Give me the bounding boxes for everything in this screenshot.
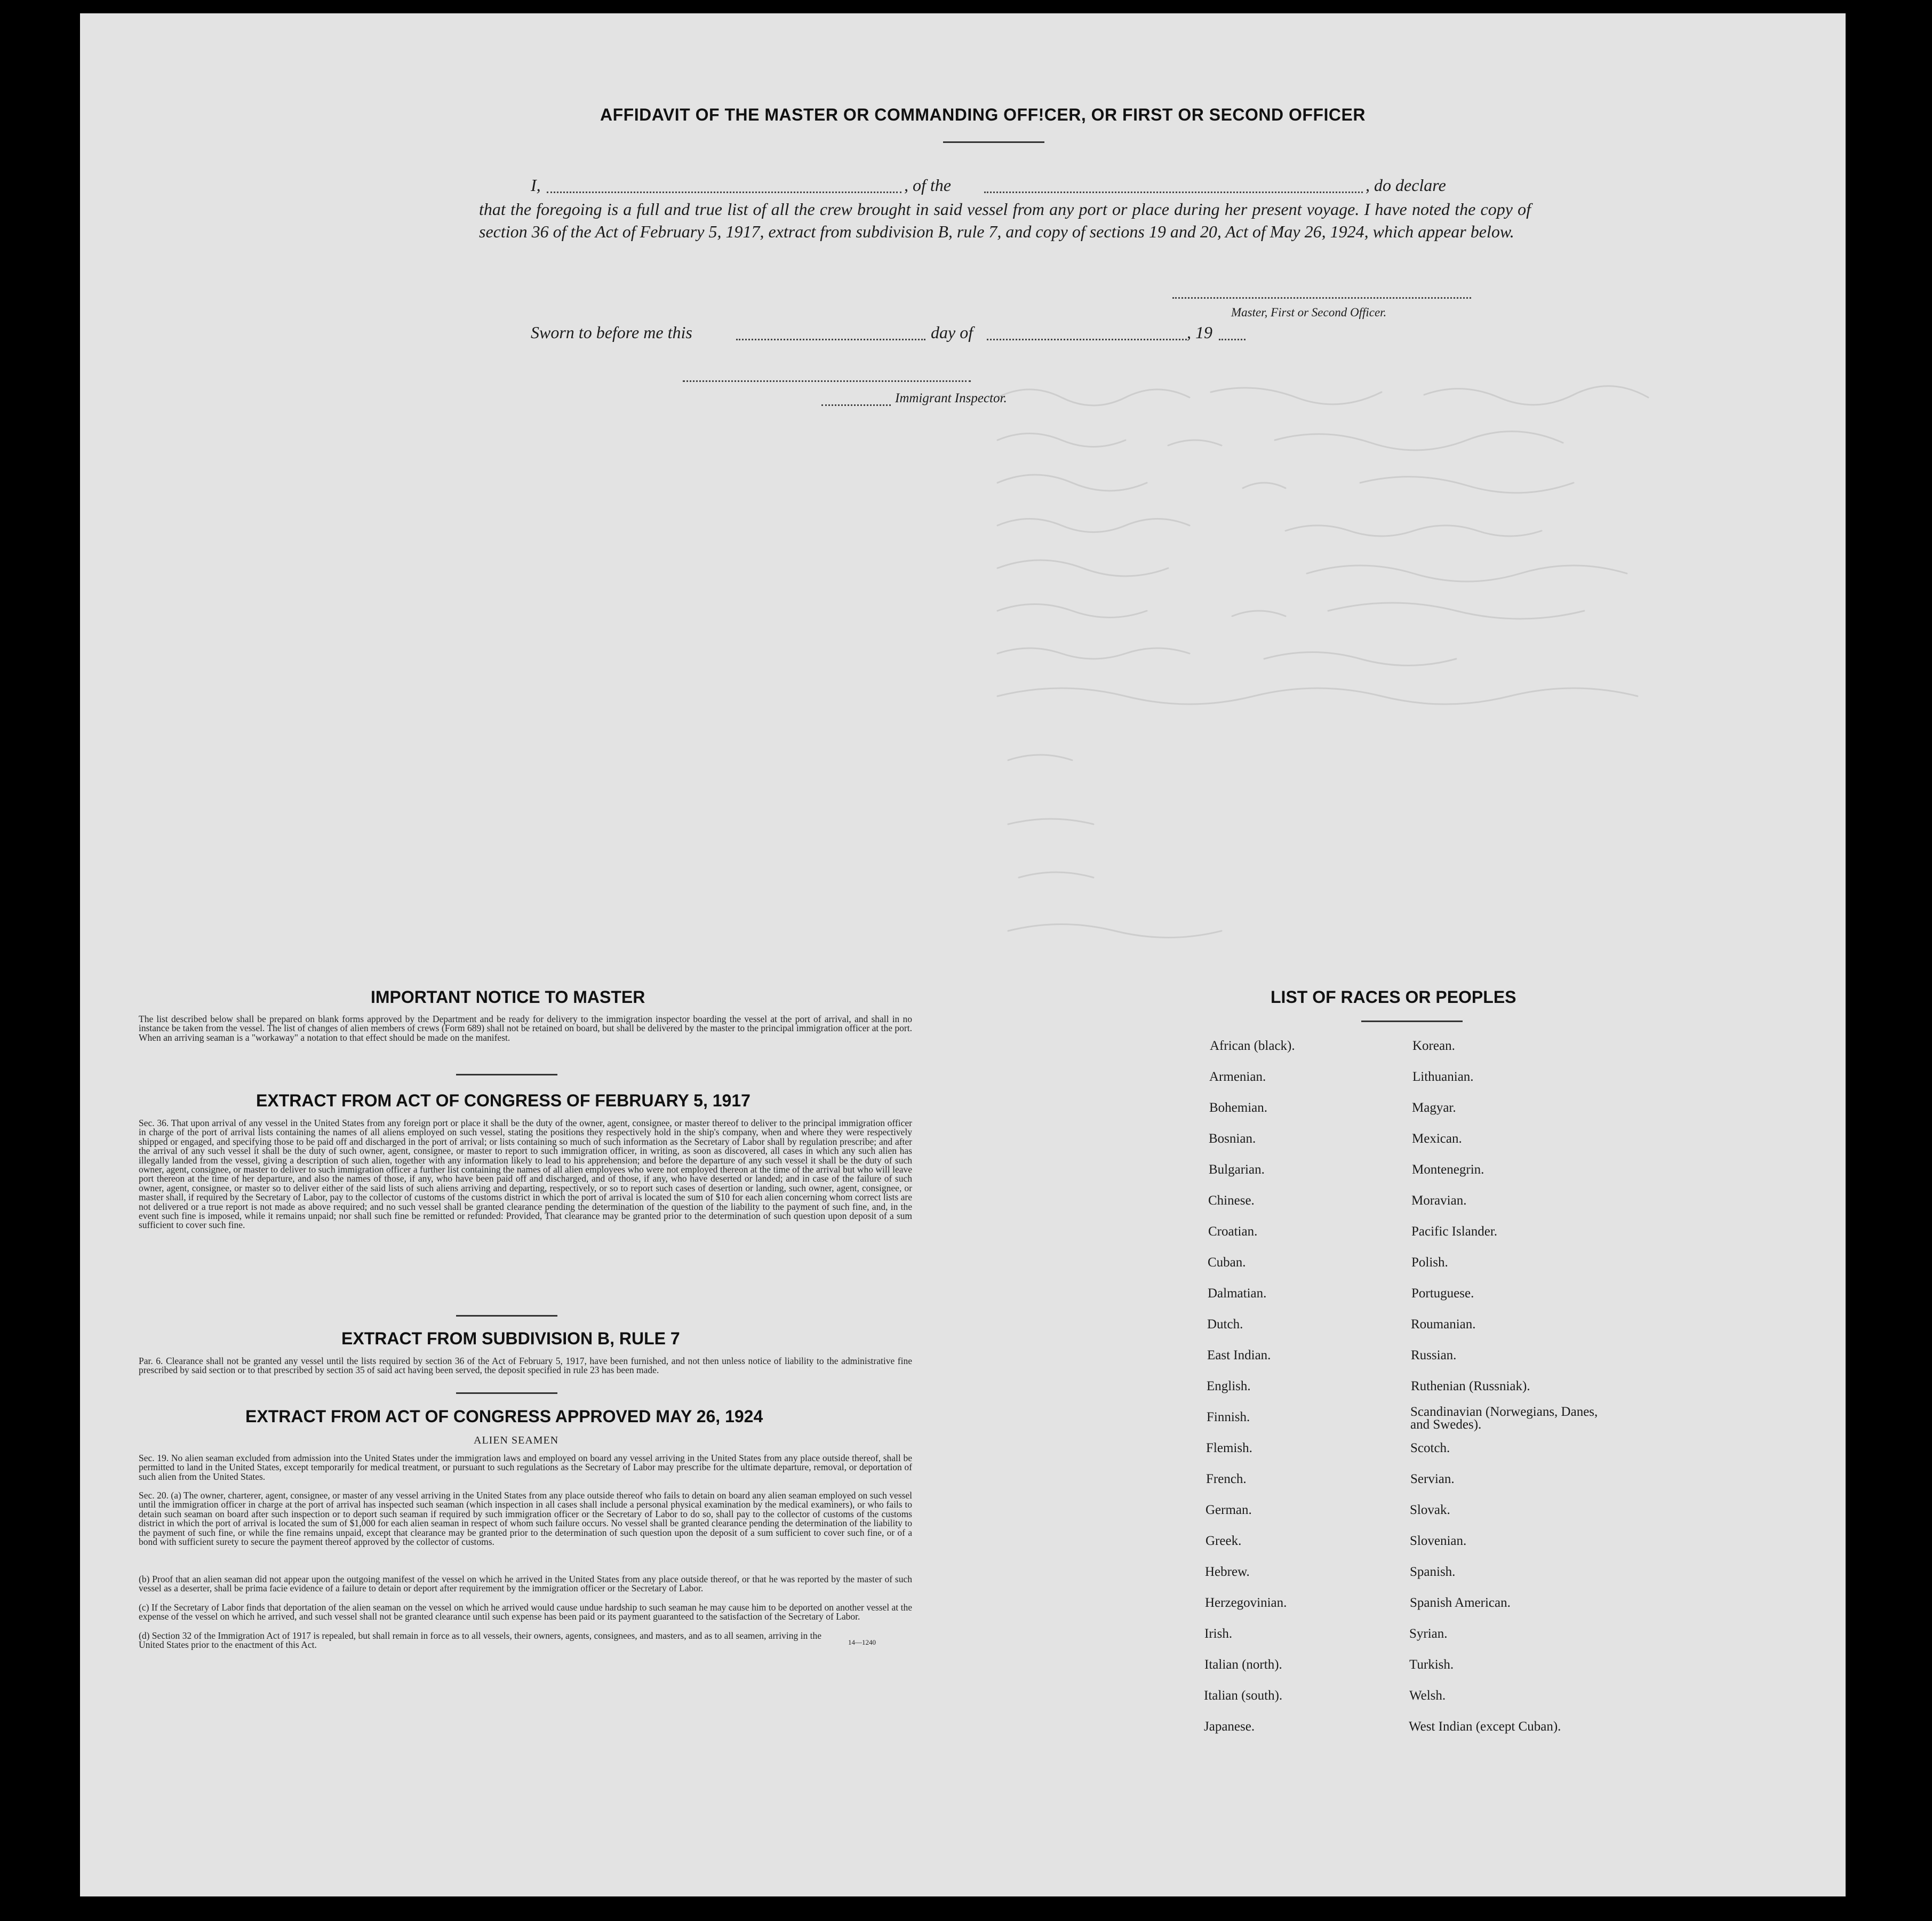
punch-hole: [1857, 1573, 1881, 1597]
race-item: Italian (north).: [1204, 1657, 1282, 1672]
race-item: Croatian.: [1208, 1224, 1258, 1239]
race-item: West Indian (except Cuban).: [1409, 1719, 1561, 1734]
race-item: Magyar.: [1412, 1101, 1456, 1115]
extract-1924-sec20a: Sec. 20. (a) The owner, charterer, agent, consignee, or master of any vessel arriving in the United States from any place outside thereof who fails to detain on board any alien seaman employed on such vessel until the immigration officer in charge at the port of arrival has inspected such seaman (which inspection in all cases shall include a personal physical examination by the medical examiners), or who fails to detain such seaman on board after such inspection or to deport such seaman if required by such immigration officer or the Secretary of Labor to do so, shall pay to the collector of customs of the customs district in which the port of arrival is located the sum of $1,000 for each alien seaman in respect of whom such failure occurs. No vessel shall be granted clearance pending the determination of the liability to the payment of such fine, or while the fine remains unpaid, except that clearance may be granted prior to the determination of such question upon the deposit of a sum sufficient to cover such fine, or of a bond with sufficient surety to secure the payment thereof approved by the collector of customs.: [139, 1490, 912, 1548]
affidavit-body: that the foregoing is a full and true list of all the crew brought in said vessel from any port or place during her present voyage. I have noted the copy of section 36 of the Act of February 5, 1917, extract from subdivision B, rule 7, and copy of sections 19 and 20, Act of May 26, 1924, which appear below.: [479, 200, 1531, 241]
race-item: German.: [1205, 1503, 1252, 1517]
race-item: Russian.: [1411, 1348, 1457, 1362]
race-item: Spanish.: [1410, 1565, 1456, 1579]
section-divider: [456, 1392, 557, 1394]
race-item: Slovenian.: [1410, 1534, 1467, 1548]
inspector-signature-field-2[interactable]: [821, 404, 891, 406]
vessel-prefix: , of the: [904, 176, 951, 195]
race-item: Lithuanian.: [1412, 1070, 1474, 1084]
inspector-caption: Immigrant Inspector.: [895, 391, 1007, 405]
race-item: Irish.: [1204, 1627, 1233, 1641]
race-item: African (black).: [1210, 1039, 1295, 1053]
race-item: Roumanian.: [1411, 1317, 1476, 1332]
declarant-prefix: I,: [531, 176, 541, 195]
extract-1924-sec20b: (b) Proof that an alien seaman did not appear upon the outgoing manifest of the vessel on which he arrived in the United States from any place outside thereof, or that he was reported by the master of such vessel as a deserter, shall be prima facie evidence of a failure to detain or deport after requirement by the immigration officer or the Secretary of Labor.: [139, 1574, 912, 1594]
punch-hole: [1857, 1659, 1881, 1682]
race-item: Montenegrin.: [1412, 1162, 1484, 1177]
punch-hole: [1857, 1294, 1881, 1317]
race-item: Dutch.: [1207, 1317, 1243, 1332]
race-item: Mexican.: [1412, 1131, 1462, 1146]
race-item: Italian (south).: [1204, 1688, 1283, 1703]
extract-1924-title: EXTRACT FROM ACT OF CONGRESS APPROVED MAY 26, 1924: [245, 1407, 763, 1426]
affidavit-title: AFFIDAVIT OF THE MASTER OR COMMANDING OFF!CER, OR FIRST OR SECOND OFFICER: [600, 105, 1366, 124]
race-item: Bulgarian.: [1209, 1162, 1265, 1177]
extract-1924-sec20d: (d) Section 32 of the Immigration Act of 1917 is repealed, but shall remain in force as to all vessels, their owners, agents, consignees, and masters, and as to all seamen, arriving in the United States prior to the enactment of this Act.: [139, 1630, 821, 1651]
race-item: French.: [1206, 1472, 1247, 1486]
document-page: [80, 13, 1846, 1896]
race-item: Spanish American.: [1410, 1596, 1511, 1610]
race-item: Armenian.: [1209, 1070, 1266, 1084]
race-item: Ruthenian (Russniak).: [1411, 1379, 1530, 1393]
affidavit-declaration-line: [531, 176, 1598, 197]
punch-hole: [1852, 53, 1875, 77]
race-item: Turkish.: [1409, 1657, 1454, 1672]
race-item: Slovak.: [1410, 1503, 1450, 1517]
declare-suffix: , do declare: [1366, 176, 1446, 195]
alien-seamen-subtitle: ALIEN SEAMEN: [474, 1434, 559, 1446]
race-item: Bohemian.: [1209, 1101, 1268, 1115]
punch-hole: [1859, 687, 1883, 710]
punch-hole: [1856, 189, 1880, 213]
punch-hole: [1859, 601, 1883, 625]
race-item: Greek.: [1205, 1534, 1242, 1548]
race-item: Dalmatian.: [1208, 1286, 1267, 1301]
master-signature-caption: Master, First or Second Officer.: [1231, 306, 1387, 319]
race-item: Japanese.: [1204, 1719, 1255, 1734]
race-item: Bosnian.: [1209, 1131, 1256, 1146]
punch-hole: [1854, 117, 1878, 141]
race-item: Herzegovinian.: [1205, 1596, 1287, 1610]
title-underline: [943, 141, 1044, 143]
sworn-month-field[interactable]: [987, 339, 1187, 340]
punch-hole: [1858, 1206, 1882, 1230]
race-item: English.: [1207, 1379, 1251, 1393]
section-divider: [456, 1315, 557, 1317]
sworn-year-field[interactable]: [1219, 339, 1246, 340]
extract-rule7-text: Par. 6. Clearance shall not be granted any vessel until the lists required by section 36 of the Act of February 5, 1917, have been furnished, and not then unless notice of liability to the administrative fine prescribed by said section or to that prescribed by section 35 of said act having been served, the deposit specified in rule 23 has been made.: [139, 1356, 912, 1376]
section-divider: [456, 1074, 557, 1075]
race-item: Welsh.: [1409, 1688, 1446, 1703]
race-item: East Indian.: [1207, 1348, 1271, 1362]
race-item: Portuguese.: [1411, 1286, 1474, 1301]
race-item: Moravian.: [1411, 1193, 1467, 1208]
year-prefix: , 19: [1187, 323, 1212, 342]
notice-text: The list described below shall be prepared on blank forms approved by the Department and be ready for delivery to the immigration inspector boarding the vessel at the port of arrival, and shall in no instance be taken from the vessel. The list of changes of alien members of crews (Form 689) shall not be retained on board, but shall be delivered by the master to the principal immigration officer at the port. When an arriving seaman is a "workaway" a notation to that effect should be made on the manifest.: [139, 1014, 912, 1043]
extract-rule7-title: EXTRACT FROM SUBDIVISION B, RULE 7: [341, 1329, 680, 1348]
race-item: Chinese.: [1208, 1193, 1255, 1208]
race-item: Servian.: [1410, 1472, 1455, 1486]
race-item: Scandinavian (Norwegians, Danes, and Swedes).: [1410, 1405, 1598, 1432]
bleed-through-handwriting: [987, 365, 1830, 957]
master-signature-field[interactable]: [1172, 297, 1471, 299]
race-item: Korean.: [1412, 1039, 1455, 1053]
extract-1924-sec19: Sec. 19. No alien seaman excluded from admission into the United States under the immigration laws and employed on board any vessel arriving in the United States from any place outside thereof, shall be permitted to land in the United States, except temporarily for medical treatment, or pursuant to such regulations as the Secretary of Labor may prescribe for the ultimate departure, removal, or deportation of such alien from the United States.: [139, 1453, 912, 1482]
races-title-underline: [1361, 1021, 1463, 1022]
extract-1924-sec20c: (c) If the Secretary of Labor finds that deportation of the alien seaman on the vessel on which he arrived would cause undue hardship to such seaman he may cause him to be deported on another vessel at the expense of the vessel on which he arrived, and such vessel shall not be granted clearance until such expense has been paid or its payment guaranteed to the satisfaction of the Secretary of Labor.: [139, 1602, 912, 1622]
declarant-name-field[interactable]: [547, 192, 901, 193]
punch-hole: [1859, 309, 1883, 333]
sworn-line: [531, 323, 1331, 346]
race-item: Hebrew.: [1205, 1565, 1250, 1579]
race-item: Scotch.: [1410, 1441, 1450, 1455]
sworn-label: Sworn to before me this: [531, 323, 692, 342]
race-item: Finnish.: [1207, 1410, 1250, 1424]
race-item: Pacific Islander.: [1411, 1224, 1498, 1239]
notice-title: IMPORTANT NOTICE TO MASTER: [371, 987, 645, 1007]
punch-hole: [1858, 224, 1882, 248]
races-title: LIST OF RACES OR PEOPLES: [1271, 987, 1516, 1007]
day-of-label: day of: [931, 323, 973, 342]
sworn-day-field[interactable]: [736, 339, 925, 340]
race-item: Polish.: [1411, 1255, 1448, 1270]
inspector-signature-field[interactable]: [683, 380, 971, 382]
race-item: Flemish.: [1206, 1441, 1252, 1455]
extract-1917-text: Sec. 36. That upon arrival of any vessel in the United States from any foreign port or place it shall be the duty of the owner, agent, consignee, or master thereof to deliver to the principal immigration officer in charge of the port of arrival lists containing the names of all aliens employed on such vessel, stating the positions they respectively hold in the ship's company, when and where they were respectively shipped or engaged, and specifying those to be paid off and discharged in the port of arrival; or lists containing so much of such information as the Secretary of Labor shall by regulation prescribe; and after the arrival of any such vessel it shall be the duty of such owner, agent, consignee, or master to report to such immigration officer, in writing, as soon as discovered, all cases in which any such alien has illegally landed from the vessel, giving a description of such alien, together with any information likely to lead to his apprehension; and before the departure of any such vessel it shall be the duty of such owner, agent, consignee, or master to deliver to such immigration officer a further list containing the names of all alien employees who were not employed thereon at the time of the arrival but who will leave port thereon at the time of her departure, and also the names of those, if any, who have been paid off and discharged, and of those, if any, who have deserted or landed; and in case of the failure of such owner, agent, consignee, or master so to deliver either of the said lists of such aliens arriving and departing, respectively, or so to report such cases of desertion or landing, such owner, agent, consignee, or master shall, if required by the Secretary of Labor, pay to the collector of customs of the customs district in which the port of arrival is located the sum of $10 for each alien concerning whom correct lists are not delivered or a true report is not made as above required; and no such vessel shall be granted clearance pending the determination of the question of the liability to the payment of such fine, and, in the event such fine is imposed, while it remains unpaid; nor shall such fine be remitted or refunded: Provided, That clearance may be granted prior to the determination of such question upon deposit of a sum sufficient to cover such fine.: [139, 1118, 912, 1231]
race-item: Cuban.: [1208, 1255, 1246, 1270]
extract-1917-title: EXTRACT FROM ACT OF CONGRESS OF FEBRUARY 5, 1917: [256, 1091, 751, 1110]
vessel-name-field[interactable]: [984, 192, 1363, 193]
form-number: 14—1240: [848, 1638, 876, 1646]
race-item: Syrian.: [1409, 1627, 1448, 1641]
